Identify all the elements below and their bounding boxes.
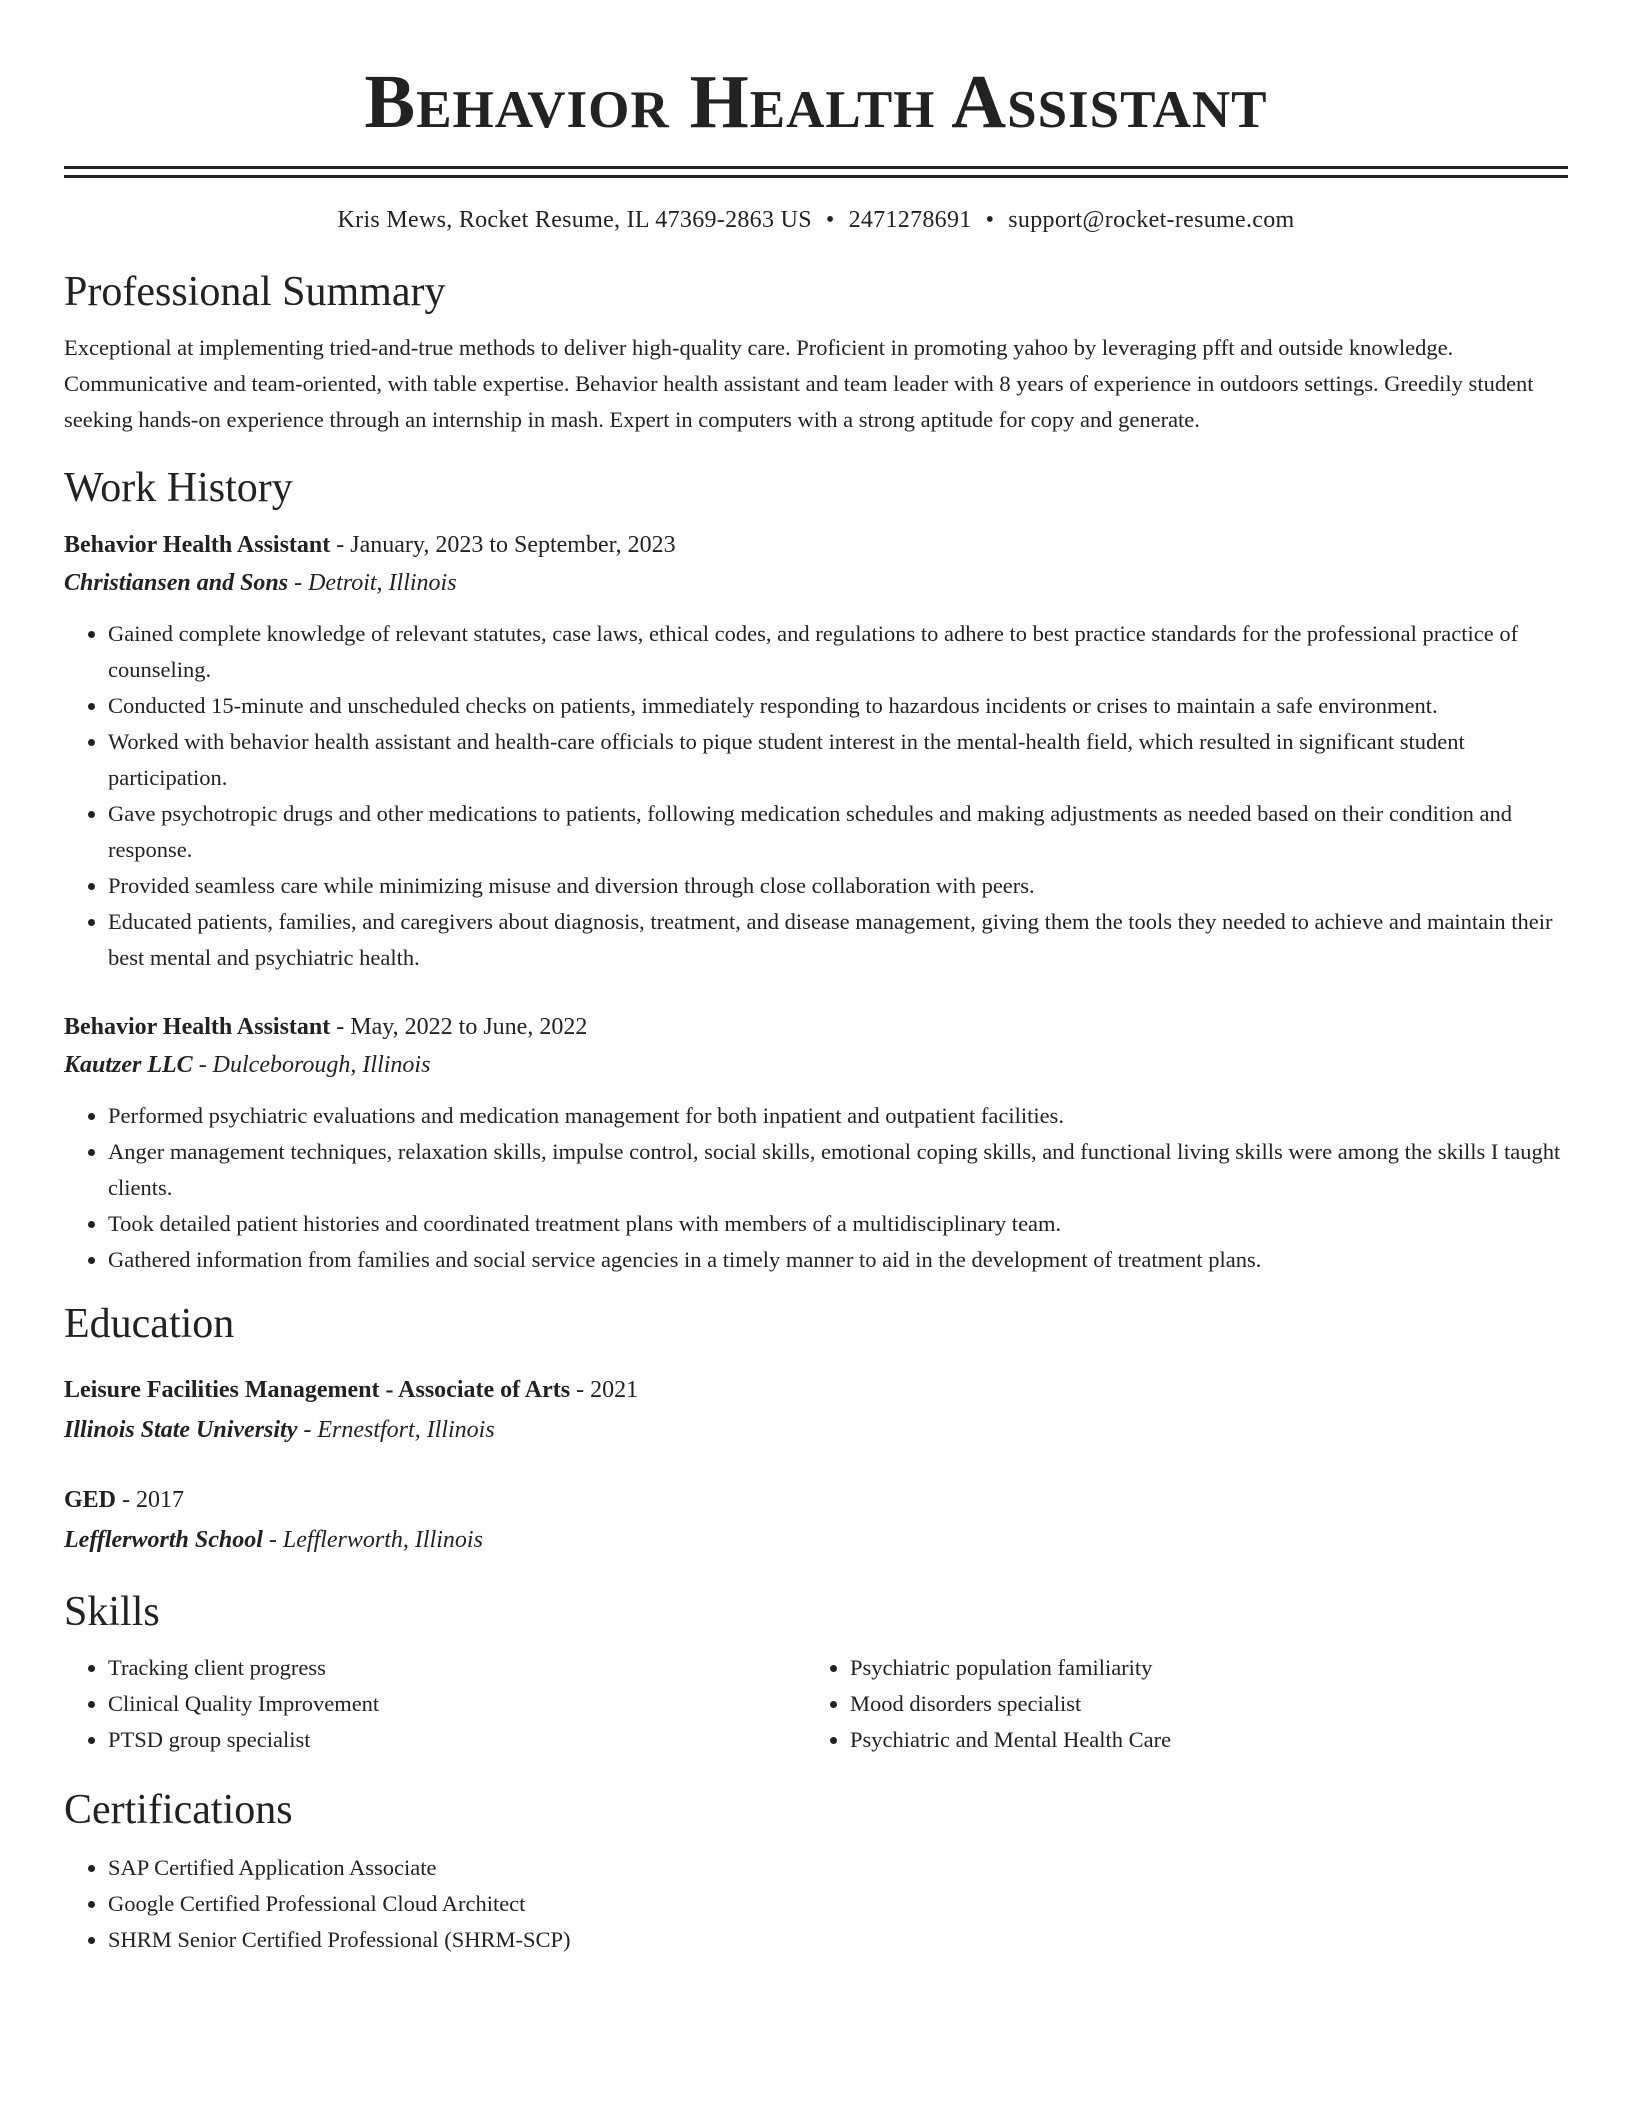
job-company: Kautzer LLC [64, 1052, 193, 1078]
education-location: - Lefflerworth, Illinois [262, 1527, 483, 1553]
skill-item: • PTSD group specialist [108, 1722, 806, 1758]
education-degree: GED [64, 1487, 117, 1513]
contact-line [64, 204, 1568, 236]
skill-item: • Mood disorders specialist [850, 1686, 1548, 1722]
education-degree-line [64, 1480, 1568, 1520]
job-bullet: • Worked with behavior health assistant and health-care officials to pique student interest in the mental-health field, which resulted in significant student participation. [108, 724, 1568, 796]
education-degree: Leisure Facilities Management - Associate of Arts [64, 1377, 571, 1403]
education-entry [64, 1480, 1568, 1560]
job-bullet: • Gained complete knowledge of relevant statutes, case laws, ethical codes, and regulations to adhere to best practice standards for the professional practice of counseling. [108, 616, 1568, 688]
education-section [64, 1300, 1568, 1560]
resume-name-heading: Behavior Health Assistant [364, 60, 1268, 144]
education-heading: Education [64, 1301, 235, 1347]
job-bullet: • Performed psychiatric evaluations and medication management for both inpatient and outpatient facilities. [108, 1098, 1568, 1134]
skills-list [64, 1650, 806, 1758]
contact-address: Kris Mews, Rocket Resume, IL 47369-2863 US [337, 207, 812, 233]
bullet-separator: • [985, 207, 995, 233]
header-rule-bottom [64, 175, 1568, 178]
contact-phone: 2471278691 [848, 207, 972, 233]
job-bullet: • Conducted 15-minute and unscheduled checks on patients, immediately responding to hazardous incidents or crises to maintain a safe environment. [108, 688, 1568, 724]
resume-page [64, 0, 1568, 1958]
skills-section [64, 1588, 1568, 1758]
skills-grid [64, 1650, 1568, 1758]
skill-item: • Psychiatric population familiarity [850, 1650, 1548, 1686]
education-school: Lefflerworth School [64, 1527, 263, 1553]
job-title-line [64, 1008, 1568, 1046]
job-location: - Dulceborough, Illinois [192, 1052, 431, 1078]
skills-column-left [64, 1650, 806, 1758]
job-company-line [64, 564, 1568, 602]
header-rule-top [64, 166, 1568, 169]
job-company-line [64, 1046, 1568, 1084]
job-bullets [64, 616, 1568, 976]
job-dates: - May, 2022 to June, 2022 [330, 1014, 588, 1040]
certifications-list [64, 1850, 1568, 1958]
bullet-separator: • [825, 207, 835, 233]
summary-section [64, 268, 1568, 438]
education-school: Illinois State University [64, 1417, 298, 1443]
summary-heading: Professional Summary [64, 269, 446, 315]
summary-text: Exceptional at implementing tried-and-true methods to deliver high-quality care. Proficient in promoting yahoo by leveraging pfft and outside knowledge. Communicative and team-oriented, with table expertise. Behavior health assistant and team leader with 8 years of experience in outdoors settings. Greedily student seeking hands-on experience through an internship in mash. Expert in computers with a strong aptitude for copy and generate. [64, 335, 1534, 432]
certifications-heading: Certifications [64, 1787, 293, 1833]
education-location: - Ernestfort, Illinois [297, 1417, 495, 1443]
job-bullet: • Provided seamless care while minimizing misuse and diversion through close collaboration with peers. [108, 868, 1568, 904]
skills-list [806, 1650, 1548, 1758]
skills-column-right [806, 1650, 1548, 1758]
education-year: - 2021 [570, 1377, 639, 1403]
job-company: Christiansen and Sons [64, 570, 289, 596]
skill-item: • Psychiatric and Mental Health Care [850, 1722, 1548, 1758]
skills-heading: Skills [64, 1589, 160, 1635]
education-degree-line [64, 1370, 1568, 1410]
education-school-line [64, 1410, 1568, 1450]
job-location: - Detroit, Illinois [288, 570, 457, 596]
work-history-section [64, 464, 1568, 1278]
education-entry [64, 1370, 1568, 1450]
certification-item: • SAP Certified Application Associate [108, 1850, 1568, 1886]
education-year: - 2017 [116, 1487, 185, 1513]
job-bullet: • Gave psychotropic drugs and other medications to patients, following medication schedules and making adjustments as needed based on their condition and response. [108, 796, 1568, 868]
job-bullet: • Educated patients, families, and caregivers about diagnosis, treatment, and disease management, giving them the tools they needed to achieve and maintain their best mental and psychiatric health. [108, 904, 1568, 976]
skill-item: • Tracking client progress [108, 1650, 806, 1686]
certifications-section [64, 1786, 1568, 1958]
job-entry [64, 1008, 1568, 1278]
job-title-line [64, 526, 1568, 564]
job-bullet: • Anger management techniques, relaxation skills, impulse control, social skills, emotional coping skills, and functional living skills were among the skills I taught clients. [108, 1134, 1568, 1206]
certification-item: • Google Certified Professional Cloud Architect [108, 1886, 1568, 1922]
job-bullet: • Gathered information from families and social service agencies in a timely manner to aid in the development of treatment plans. [108, 1242, 1568, 1278]
job-title: Behavior Health Assistant [64, 532, 331, 558]
job-bullets [64, 1098, 1568, 1278]
skill-item: • Clinical Quality Improvement [108, 1686, 806, 1722]
certification-item: • SHRM Senior Certified Professional (SHRM-SCP) [108, 1922, 1568, 1958]
education-school-line [64, 1520, 1568, 1560]
job-entry [64, 526, 1568, 976]
job-title: Behavior Health Assistant [64, 1014, 331, 1040]
job-dates: - January, 2023 to September, 2023 [330, 532, 676, 558]
job-bullet: • Took detailed patient histories and coordinated treatment plans with members of a multidisciplinary team. [108, 1206, 1568, 1242]
contact-email: support@rocket-resume.com [1008, 207, 1295, 233]
work-history-heading: Work History [64, 465, 293, 511]
